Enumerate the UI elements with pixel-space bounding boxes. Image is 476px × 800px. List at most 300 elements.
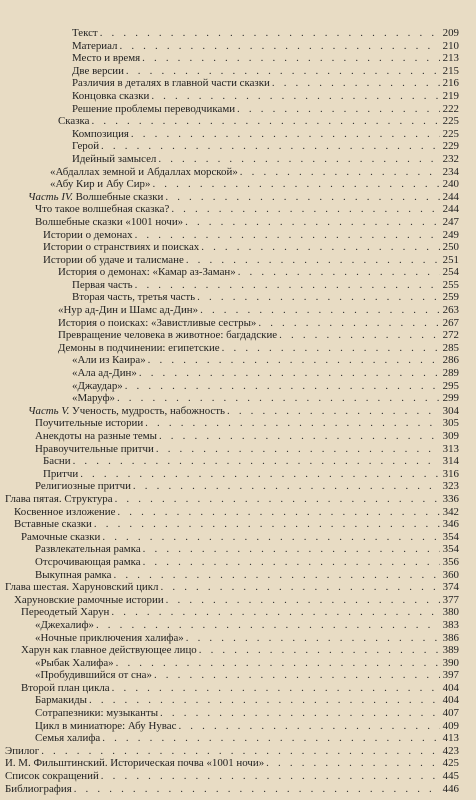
toc-entry-text: Переодетый Харун bbox=[21, 606, 110, 619]
toc-page-number: 383 bbox=[442, 618, 459, 631]
dot-leader bbox=[143, 543, 440, 556]
toc-entry bbox=[14, 506, 440, 519]
toc-part-label: Часть V. bbox=[28, 404, 70, 417]
toc-row bbox=[0, 531, 476, 544]
toc-row bbox=[0, 166, 476, 179]
dot-leader bbox=[96, 619, 440, 632]
toc-entry-title bbox=[35, 569, 114, 582]
toc-entry-text: История о демонах: «Камар аз-Заман» bbox=[58, 266, 236, 279]
dot-leader bbox=[116, 657, 440, 670]
toc-entry bbox=[35, 556, 440, 569]
toc-page-number: 386 bbox=[442, 631, 459, 644]
toc-entry-text: «Маруф» bbox=[72, 392, 115, 405]
toc-entry bbox=[72, 140, 440, 153]
toc-page-number: 309 bbox=[442, 430, 459, 442]
toc-entry-text: Что такое волшебная сказка? bbox=[35, 203, 170, 216]
toc-entry-title bbox=[35, 657, 116, 670]
table-of-contents bbox=[0, 27, 476, 795]
toc-entry bbox=[43, 229, 440, 242]
toc-entry-title bbox=[21, 644, 199, 657]
toc-entry bbox=[35, 569, 440, 582]
dot-leader bbox=[237, 103, 440, 116]
dot-leader bbox=[200, 304, 440, 317]
toc-entry bbox=[43, 241, 440, 254]
toc-row bbox=[0, 594, 476, 607]
toc-entry-title bbox=[72, 90, 151, 103]
toc-row bbox=[0, 342, 476, 355]
toc-row bbox=[0, 115, 476, 128]
dot-leader bbox=[131, 128, 440, 141]
toc-entry-text: Глава шестая. Харуновский цикл bbox=[5, 581, 159, 594]
toc-entry-text: Список сокращений bbox=[5, 770, 99, 783]
toc-page-number: 263 bbox=[442, 304, 459, 317]
toc-row bbox=[0, 380, 476, 393]
toc-row bbox=[0, 77, 476, 90]
dot-leader bbox=[115, 493, 440, 506]
dot-leader bbox=[117, 506, 440, 519]
toc-entry-text: Место и время bbox=[72, 52, 141, 65]
toc-entry-text: И. М. Фильштинский. Историческая почва «1001 ночи» bbox=[5, 757, 265, 770]
toc-entry-text: Развлекательная рамка bbox=[35, 543, 141, 556]
toc-entry bbox=[58, 115, 440, 128]
toc-entry bbox=[35, 632, 440, 645]
toc-page-number: 225 bbox=[442, 127, 459, 140]
toc-row bbox=[0, 556, 476, 569]
toc-entry-title bbox=[72, 77, 272, 90]
dot-leader bbox=[117, 392, 440, 405]
toc-entry-text: Герой bbox=[72, 140, 100, 153]
toc-row bbox=[0, 392, 476, 405]
toc-row bbox=[0, 745, 476, 758]
toc-row bbox=[0, 90, 476, 103]
toc-page-number: 232 bbox=[442, 152, 459, 165]
dot-leader bbox=[159, 430, 440, 443]
toc-entry bbox=[28, 191, 440, 204]
toc-entry bbox=[72, 40, 440, 53]
toc-page-number: 409 bbox=[442, 719, 459, 732]
toc-entry bbox=[58, 304, 440, 317]
toc-entry bbox=[72, 392, 440, 405]
toc-entry-title bbox=[50, 166, 240, 179]
toc-row bbox=[0, 354, 476, 367]
toc-entry bbox=[72, 90, 440, 103]
dot-leader bbox=[165, 191, 440, 204]
toc-entry-text: Поучительные истории bbox=[35, 417, 144, 430]
toc-entry-title bbox=[21, 606, 111, 619]
toc-page-number: 272 bbox=[442, 329, 459, 342]
toc-entry-text: «Нур ад-Дин и Шамс ад-Дин» bbox=[58, 304, 199, 317]
toc-row bbox=[0, 707, 476, 720]
dot-leader bbox=[185, 216, 440, 229]
toc-entry-title bbox=[72, 52, 142, 65]
toc-row bbox=[0, 52, 476, 65]
toc-page-number: 360 bbox=[442, 568, 459, 581]
toc-entry bbox=[50, 178, 440, 191]
toc-row bbox=[0, 405, 476, 418]
toc-entry-text: Волшебные сказки «1001 ночи» bbox=[35, 215, 184, 228]
toc-entry bbox=[5, 783, 440, 796]
toc-entry-title bbox=[58, 304, 200, 317]
toc-entry-text: Анекдоты на разные темы bbox=[35, 430, 157, 442]
toc-row bbox=[0, 203, 476, 216]
toc-page-number: 216 bbox=[442, 77, 459, 90]
toc-entry-title bbox=[35, 707, 160, 720]
toc-entry-text: Бармакиды bbox=[35, 694, 87, 707]
toc-entry bbox=[72, 65, 440, 78]
toc-entry-text: Истории о демонах bbox=[43, 228, 133, 241]
toc-entry-text: Сотрапезники: музыканты bbox=[35, 707, 159, 720]
dot-leader bbox=[199, 644, 440, 657]
toc-entry bbox=[5, 493, 440, 506]
toc-entry-text: Харуновские рамочные истории bbox=[14, 593, 164, 606]
dot-leader bbox=[148, 354, 440, 367]
toc-entry-text: Вставные сказки bbox=[14, 518, 92, 531]
dot-leader bbox=[227, 405, 440, 418]
toc-entry bbox=[58, 329, 440, 342]
toc-row bbox=[0, 266, 476, 279]
toc-page-number: 374 bbox=[442, 581, 459, 594]
toc-row bbox=[0, 317, 476, 330]
dot-leader bbox=[240, 166, 440, 179]
toc-entry-title bbox=[58, 266, 238, 279]
toc-page-number: 377 bbox=[442, 593, 459, 606]
toc-entry-title bbox=[35, 732, 102, 745]
toc-row bbox=[0, 632, 476, 645]
toc-entry-title bbox=[58, 317, 258, 330]
toc-row bbox=[0, 720, 476, 733]
toc-entry-title bbox=[35, 632, 186, 645]
toc-entry-text: Семья халифа bbox=[35, 732, 101, 745]
toc-entry bbox=[50, 166, 440, 179]
toc-entry bbox=[35, 430, 440, 443]
dot-leader bbox=[119, 40, 440, 53]
toc-entry-title bbox=[35, 417, 145, 430]
toc-entry-text: Басни bbox=[43, 455, 71, 468]
toc-entry-text: «Абдаллах земной и Абдаллах морской» bbox=[50, 165, 238, 178]
toc-page-number: 446 bbox=[442, 782, 459, 795]
toc-entry bbox=[72, 380, 440, 393]
toc-entry-text: Различия в деталях в главной части сказки bbox=[72, 77, 270, 90]
dot-leader bbox=[101, 140, 440, 153]
toc-entry-title bbox=[35, 720, 178, 733]
toc-row bbox=[0, 543, 476, 556]
toc-entry-text: Вторая часть, третья часть bbox=[72, 291, 196, 304]
toc-entry-title bbox=[72, 279, 135, 292]
toc-entry-title bbox=[35, 216, 185, 229]
toc-entry bbox=[35, 707, 440, 720]
toc-entry bbox=[21, 531, 440, 544]
toc-entry bbox=[35, 417, 440, 430]
toc-entry-title bbox=[72, 103, 237, 116]
toc-entry-text: «Пробудившийся от сна» bbox=[35, 669, 152, 682]
toc-row bbox=[0, 140, 476, 153]
dot-leader bbox=[133, 480, 440, 493]
toc-page-number: 314 bbox=[442, 455, 459, 468]
dot-leader bbox=[197, 291, 440, 304]
toc-row bbox=[0, 40, 476, 53]
toc-row bbox=[0, 229, 476, 242]
dot-leader bbox=[178, 720, 440, 733]
dot-leader bbox=[100, 27, 440, 40]
toc-entry-title bbox=[43, 229, 135, 242]
toc-page-number: 313 bbox=[442, 442, 459, 455]
toc-row bbox=[0, 128, 476, 141]
toc-entry-title bbox=[43, 468, 80, 481]
toc-row bbox=[0, 417, 476, 430]
dot-leader bbox=[126, 65, 440, 78]
toc-entry-title bbox=[14, 518, 94, 531]
toc-entry-text: Библиография bbox=[5, 782, 72, 795]
dot-leader bbox=[152, 178, 440, 191]
toc-entry-text: «Джехалиф» bbox=[35, 618, 94, 631]
toc-entry bbox=[43, 468, 440, 481]
toc-entry-title bbox=[43, 455, 73, 468]
dot-leader bbox=[101, 770, 440, 783]
toc-row bbox=[0, 241, 476, 254]
toc-page-number: 229 bbox=[442, 140, 459, 153]
toc-entry bbox=[35, 443, 440, 456]
toc-row bbox=[0, 619, 476, 632]
toc-entry-text: Глава пятая. Структура bbox=[5, 492, 113, 505]
toc-page-number: 254 bbox=[442, 266, 459, 279]
toc-entry-title bbox=[50, 178, 152, 191]
toc-entry bbox=[5, 757, 440, 770]
toc-entry-text: Харун как главное действующее лицо bbox=[21, 644, 197, 657]
toc-page-number: 285 bbox=[442, 341, 459, 354]
toc-row bbox=[0, 480, 476, 493]
dot-leader bbox=[171, 203, 440, 216]
toc-entry-title bbox=[72, 40, 119, 53]
dot-leader bbox=[166, 594, 440, 607]
toc-entry-title bbox=[35, 556, 143, 569]
toc-page-number: 356 bbox=[442, 555, 459, 568]
toc-page-number: 244 bbox=[442, 190, 459, 203]
toc-entry bbox=[35, 669, 440, 682]
toc-entry-title bbox=[43, 241, 201, 254]
dot-leader bbox=[266, 757, 440, 770]
toc-entry-text: Второй план цикла bbox=[21, 681, 110, 694]
toc-entry-title bbox=[28, 191, 165, 204]
toc-entry-text: Идейный замысел bbox=[72, 152, 157, 165]
dot-leader bbox=[279, 329, 440, 342]
dot-leader bbox=[142, 52, 440, 65]
toc-entry bbox=[14, 518, 440, 531]
toc-entry-text: Притчи bbox=[43, 467, 79, 480]
toc-page-number: 255 bbox=[442, 278, 459, 291]
dot-leader bbox=[135, 279, 440, 292]
toc-entry-text: «Абу Кир и Абу Сир» bbox=[50, 178, 151, 191]
toc-page-number: 219 bbox=[442, 89, 459, 102]
toc-page-number: 346 bbox=[442, 518, 459, 531]
toc-page-number: 336 bbox=[442, 492, 459, 505]
toc-entry bbox=[72, 279, 440, 292]
dot-leader bbox=[145, 417, 440, 430]
toc-entry-text: Демоны в подчинении: египетские bbox=[58, 341, 220, 354]
toc-entry bbox=[58, 266, 440, 279]
toc-entry-text: Рамочные сказки bbox=[21, 530, 101, 543]
toc-page-number: 259 bbox=[442, 291, 459, 304]
toc-entry bbox=[58, 342, 440, 355]
dot-leader bbox=[74, 783, 440, 796]
toc-entry-title bbox=[5, 783, 74, 796]
toc-page-number: 316 bbox=[442, 467, 459, 480]
toc-page-number: 407 bbox=[442, 707, 459, 720]
toc-entry-text: Первая часть bbox=[72, 278, 133, 291]
dot-leader bbox=[135, 229, 440, 242]
toc-entry bbox=[35, 543, 440, 556]
toc-entry bbox=[14, 594, 440, 607]
toc-entry-text: Две версии bbox=[72, 64, 124, 77]
toc-entry bbox=[72, 291, 440, 304]
toc-entry bbox=[43, 455, 440, 468]
toc-entry bbox=[5, 745, 440, 758]
toc-entry bbox=[5, 770, 440, 783]
toc-entry bbox=[72, 103, 440, 116]
toc-entry-text: «Али из Каира» bbox=[72, 354, 146, 367]
toc-entry-title bbox=[72, 291, 197, 304]
toc-entry bbox=[35, 720, 440, 733]
toc-page-number: 234 bbox=[442, 165, 459, 178]
toc-entry bbox=[35, 657, 440, 670]
dot-leader bbox=[111, 606, 440, 619]
toc-entry-title bbox=[35, 430, 159, 443]
toc-entry-text: Эпилог bbox=[5, 744, 40, 757]
dot-leader bbox=[94, 518, 440, 531]
toc-row bbox=[0, 153, 476, 166]
toc-entry-title bbox=[28, 405, 227, 418]
toc-page-number: 244 bbox=[442, 203, 459, 216]
toc-page-number: 250 bbox=[442, 241, 459, 254]
dot-leader bbox=[92, 115, 441, 128]
dot-leader bbox=[272, 77, 440, 90]
dot-leader bbox=[102, 531, 440, 544]
dot-leader bbox=[156, 443, 440, 456]
toc-page-number: 286 bbox=[442, 354, 459, 367]
toc-entry-text: Отсрочивающая рамка bbox=[35, 555, 141, 568]
toc-entry-text: Косвенное изложение bbox=[14, 505, 116, 518]
toc-row bbox=[0, 732, 476, 745]
toc-entry-text: Сказка bbox=[58, 115, 90, 128]
toc-row bbox=[0, 770, 476, 783]
dot-leader bbox=[258, 317, 440, 330]
toc-entry-text: Концовка сказки bbox=[72, 89, 150, 102]
toc-row bbox=[0, 65, 476, 78]
dot-leader bbox=[143, 556, 440, 569]
toc-page-number: 404 bbox=[442, 694, 459, 707]
toc-entry-title bbox=[72, 140, 101, 153]
toc-row bbox=[0, 304, 476, 317]
toc-entry bbox=[35, 619, 440, 632]
toc-entry-title bbox=[35, 443, 156, 456]
dot-leader bbox=[112, 682, 440, 695]
toc-page-number: 354 bbox=[442, 543, 459, 556]
toc-entry-text: Нравоучительные притчи bbox=[35, 442, 154, 455]
toc-entry-text: История о поисках: «Завистливые сестры» bbox=[58, 316, 257, 329]
dot-leader bbox=[161, 581, 441, 594]
toc-entry-text: «Джаудар» bbox=[72, 379, 123, 392]
dot-leader bbox=[102, 732, 440, 745]
toc-entry-text: «Рыбак Халифа» bbox=[35, 656, 114, 669]
toc-page-number: 445 bbox=[442, 770, 459, 783]
toc-page-number: 295 bbox=[442, 379, 459, 392]
toc-entry bbox=[72, 367, 440, 380]
toc-page-number: 225 bbox=[442, 115, 459, 128]
toc-row bbox=[0, 518, 476, 531]
toc-entry-text: Цикл в миниатюре: Абу Нувас bbox=[35, 719, 177, 732]
toc-entry bbox=[58, 317, 440, 330]
toc-entry-title bbox=[35, 203, 171, 216]
toc-entry-text: Текст bbox=[72, 27, 98, 39]
toc-page-number: 342 bbox=[442, 505, 459, 518]
toc-entry bbox=[21, 606, 440, 619]
toc-page-number: 299 bbox=[442, 392, 459, 405]
toc-entry-title bbox=[5, 757, 266, 770]
dot-leader bbox=[154, 669, 440, 682]
toc-row bbox=[0, 757, 476, 770]
toc-entry-text: «Ала ад-Дин» bbox=[72, 367, 137, 380]
toc-entry-title bbox=[72, 153, 158, 166]
toc-page-number: 222 bbox=[442, 102, 459, 115]
toc-entry-text: Композиция bbox=[72, 127, 129, 140]
dot-leader bbox=[222, 342, 440, 355]
toc-page-number: 390 bbox=[442, 656, 459, 669]
toc-row bbox=[0, 581, 476, 594]
toc-entry bbox=[72, 153, 440, 166]
toc-row bbox=[0, 669, 476, 682]
toc-row bbox=[0, 430, 476, 443]
toc-row bbox=[0, 291, 476, 304]
toc-row bbox=[0, 657, 476, 670]
toc-entry bbox=[72, 77, 440, 90]
toc-page-number: 354 bbox=[442, 530, 459, 543]
toc-entry-title bbox=[58, 342, 222, 355]
toc-entry-text: Ученость, мудрость, набожность bbox=[72, 404, 225, 417]
toc-row bbox=[0, 569, 476, 582]
toc-page-number: 249 bbox=[442, 228, 459, 241]
toc-entry-title bbox=[72, 65, 126, 78]
toc-entry-text: Превращение человека в животное: багдадские bbox=[58, 329, 278, 342]
dot-leader bbox=[114, 569, 440, 582]
toc-row bbox=[0, 191, 476, 204]
toc-row bbox=[0, 644, 476, 657]
toc-entry-text: «Ночные приключения халифа» bbox=[35, 631, 184, 644]
toc-entry bbox=[72, 354, 440, 367]
toc-row bbox=[0, 468, 476, 481]
toc-entry-title bbox=[14, 506, 117, 519]
toc-page-number: 305 bbox=[442, 417, 459, 430]
toc-row bbox=[0, 493, 476, 506]
toc-page-number: 404 bbox=[442, 681, 459, 694]
toc-entry bbox=[28, 405, 440, 418]
toc-entry-text: Истории об удаче и талисмане bbox=[43, 253, 184, 266]
toc-entry-title bbox=[5, 493, 115, 506]
toc-entry-title bbox=[72, 392, 117, 405]
toc-page-number: 304 bbox=[442, 404, 459, 417]
toc-page-number: 397 bbox=[442, 669, 459, 682]
dot-leader bbox=[186, 254, 440, 267]
toc-page-number: 425 bbox=[442, 757, 459, 770]
toc-entry bbox=[35, 732, 440, 745]
dot-leader bbox=[73, 455, 440, 468]
toc-entry bbox=[72, 128, 440, 141]
toc-row bbox=[0, 694, 476, 707]
toc-row bbox=[0, 254, 476, 267]
dot-leader bbox=[80, 468, 440, 481]
toc-page-number: 209 bbox=[442, 27, 459, 39]
toc-page-number: 240 bbox=[442, 178, 459, 191]
toc-part-label: Часть IV. bbox=[28, 190, 73, 203]
toc-entry-title bbox=[72, 380, 125, 393]
